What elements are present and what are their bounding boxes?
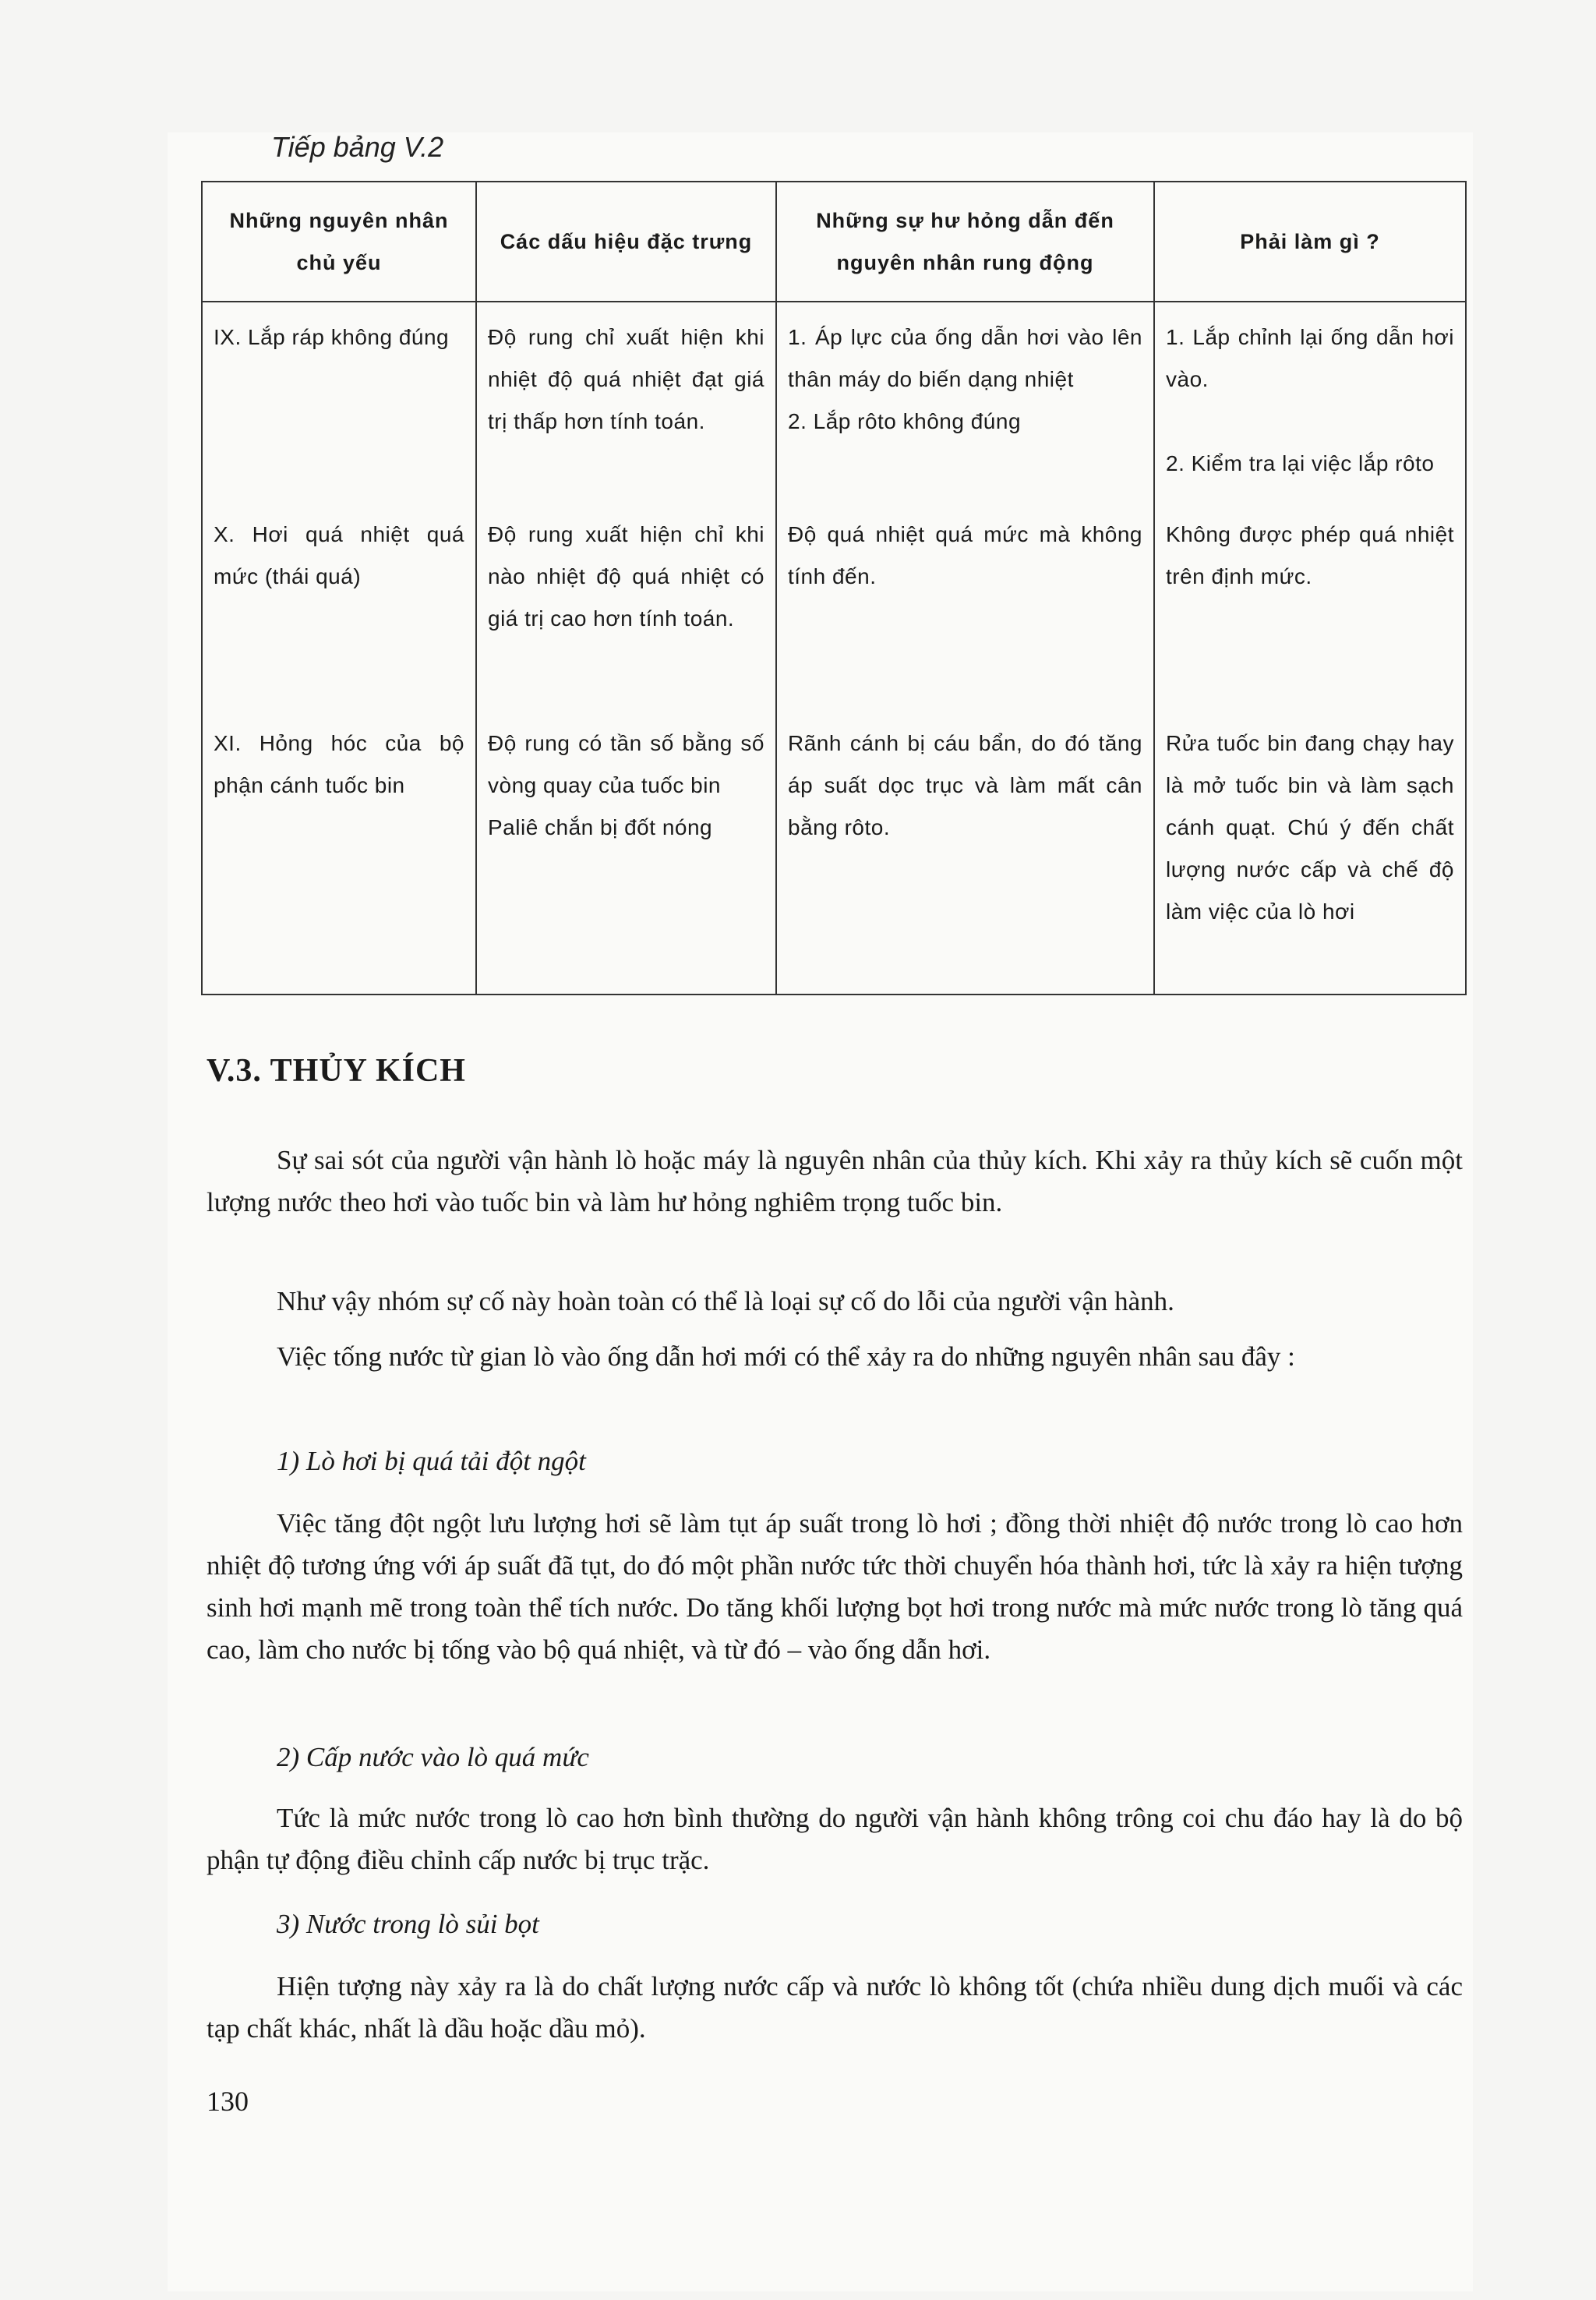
paragraph: Việc tống nước từ gian lò vào ống dẫn hơi mới có thể xảy ra do những nguyên nhân sau đây : [277, 1341, 1295, 1372]
header-damage: Những sự hư hỏng dẫn đến nguyên nhân rung động [776, 182, 1154, 302]
paragraph: Hiện tượng này xảy ra là do chất lượng nước cấp và nước lò không tốt (chứa nhiều dung dịch muối và các tạp chất khác, nhất là dầu hoặc dầu mỏ). [207, 1971, 1463, 2044]
troubleshooting-table [201, 181, 1467, 995]
action-cell: 1. Lắp chỉnh lại ống dẫn hơi vào. 2. Kiểm tra lại việc lắp rôto [1154, 302, 1466, 514]
table-row [202, 723, 1466, 995]
subheading: 3) Nước trong lò sủi bọt [277, 1909, 539, 1939]
page-number: 130 [207, 2086, 249, 2117]
table-caption: Tiếp bảng V.2 [271, 131, 444, 163]
paragraph: Như vậy nhóm sự cố này hoàn toàn có thể là loại sự cố do lỗi của người vận hành. [277, 1286, 1174, 1316]
subheading: 1) Lò hơi bị quá tải đột ngột [277, 1446, 586, 1476]
header-signs: Các dấu hiệu đặc trưng [476, 182, 776, 302]
paragraph: Sự sai sót của người vận hành lò hoặc máy là nguyên nhân của thủy kích. Khi xảy ra thủy kích sẽ cuốn một lượng nước theo hơi vào tuốc bin và làm hư hỏng nghiêm trọng tuốc bin. [207, 1145, 1463, 1217]
cause-cell: X. Hơi quá nhiệt quá mức (thái quá) [202, 514, 476, 723]
action-cell: Rửa tuốc bin đang chạy hay là mở tuốc bin và làm sạch cánh quạt. Chú ý đến chất lượng nước cấp và chế độ làm việc của lò hơi [1154, 723, 1466, 995]
header-causes: Những nguyên nhân chủ yếu [202, 182, 476, 302]
damage-cell: Rãnh cánh bị cáu bẩn, do đó tăng áp suất dọc trục và làm mất cân bằng rôto. [776, 723, 1154, 995]
signs-cell: Độ rung xuất hiện chỉ khi nào nhiệt độ quá nhiệt có giá trị cao hơn tính toán. [476, 514, 776, 723]
damage-cell: Độ quá nhiệt quá mức mà không tính đến. [776, 514, 1154, 723]
section-heading: V.3. THỦY KÍCH [207, 1053, 466, 1089]
paragraph: Việc tăng đột ngột lưu lượng hơi sẽ làm tụt áp suất trong lò hơi ; đồng thời nhiệt độ nước trong lò cao hơn nhiệt độ tương ứng với áp suất đã tụt, do đó một phần nước tức thời chuyển hóa thành hơi, tức là xảy ra hiện tượng sinh hơi mạnh mẽ trong toàn thể tích nước. Do tăng khối lượng bọt hơi trong nước mà mức nước trong lò tăng quá cao, làm cho nước bị tống vào bộ quá nhiệt, và từ đó – vào ống dẫn hơi. [207, 1508, 1463, 1665]
damage-cell: 1. Áp lực của ống dẫn hơi vào lên thân máy do biến dạng nhiệt 2. Lắp rôto không đúng [776, 302, 1154, 514]
signs-cell: Độ rung chỉ xuất hiện khi nhiệt độ quá nhiệt đạt giá trị thấp hơn tính toán. [476, 302, 776, 514]
subheading: 2) Cấp nước vào lò quá mức [277, 1742, 589, 1772]
action-cell: Không được phép quá nhiệt trên định mức. [1154, 514, 1466, 723]
signs-cell: Độ rung có tần số bằng số vòng quay của tuốc bin Paliê chắn bị đốt nóng [476, 723, 776, 995]
table-row [202, 514, 1466, 723]
header-action: Phải làm gì ? [1154, 182, 1466, 302]
table-header-row [202, 182, 1466, 302]
paragraph: Tức là mức nước trong lò cao hơn bình thường do người vận hành không trông coi chu đáo hay là do bộ phận tự động điều chỉnh cấp nước bị trục trặc. [207, 1803, 1463, 1875]
cause-cell: XI. Hỏng hóc của bộ phận cánh tuốc bin [202, 723, 476, 995]
table-row [202, 302, 1466, 514]
cause-cell: IX. Lắp ráp không đúng [202, 302, 476, 514]
